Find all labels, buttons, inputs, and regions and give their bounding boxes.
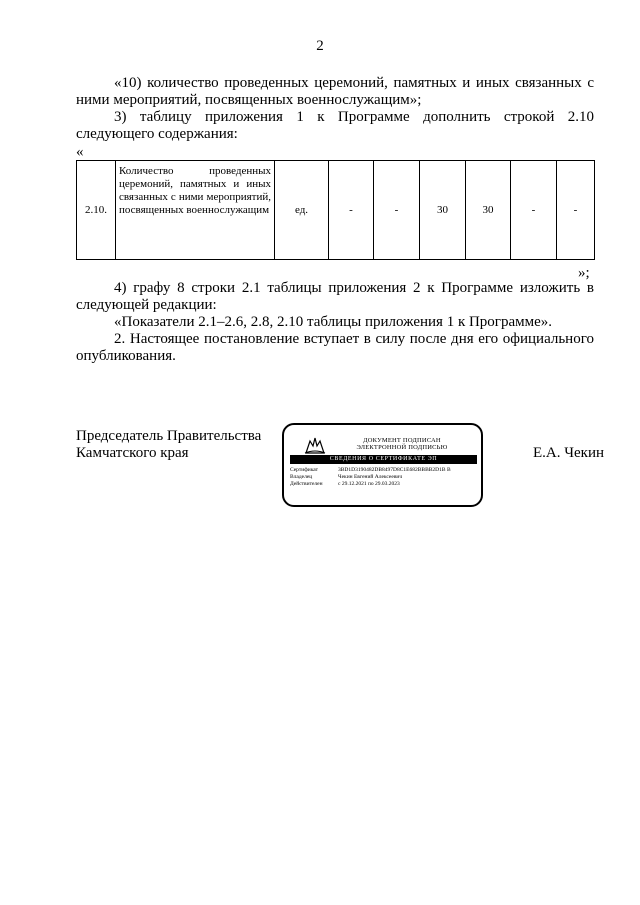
appendix-table-row (76, 160, 595, 260)
coat-of-arms-icon (304, 435, 326, 455)
signer-position-line1: Председатель Правительства (76, 428, 262, 444)
value-cell: 30 (466, 161, 511, 260)
value-cell: - (374, 161, 420, 260)
stamp-value: Чекин Евгений Алексеевич (338, 474, 403, 480)
stamp-details (290, 467, 480, 488)
signer-position-line2: Камчатского края (76, 445, 189, 461)
page-number: 2 (316, 38, 324, 54)
stamp-value: с 29.12.2021 по 29.03.2023 (338, 481, 400, 487)
stamp-key: Сертификат (290, 467, 318, 473)
unit-cell: ед. (275, 161, 329, 260)
stamp-row-certificate (290, 467, 480, 474)
stamp-key: Владелец (290, 474, 313, 480)
value-cell: - (329, 161, 374, 260)
paragraph-item-3: 3) таблицу приложения 1 к Программе дополнить строкой 2.10 следующего содержания: (76, 109, 594, 142)
stamp-row-owner (290, 474, 480, 481)
indicator-name: Количество проведенных церемоний, памятных и иных связанных с ними мероприятий, посвященных военнослужащим (116, 161, 275, 260)
quote-close: »; (578, 265, 590, 281)
value-cell: - (557, 161, 595, 260)
paragraph-item-4-text: «Показатели 2.1–2.6, 2.8, 2.10 таблицы приложения 1 к Программе». (114, 314, 553, 330)
stamp-row-validity (290, 481, 480, 488)
stamp-value: 3BD1D3190482DB8497D8C1E682BBBB2D1B B (338, 467, 451, 473)
stamp-title (332, 437, 472, 451)
row-number: 2.10. (77, 161, 116, 260)
electronic-signature-stamp (282, 423, 483, 507)
quote-open: « (76, 144, 84, 160)
value-cell: 30 (420, 161, 466, 260)
paragraph-item-10: «10) количество проведенных церемоний, памятных и иных связанных с ними мероприятий, посвященных военнослужащим»; (76, 75, 594, 108)
stamp-title-line1: ДОКУМЕНТ ПОДПИСАН (363, 437, 441, 444)
stamp-title-line2: ЭЛЕКТРОННОЙ ПОДПИСЬЮ (356, 444, 448, 451)
value-cell: - (511, 161, 557, 260)
stamp-header-bar: СВЕДЕНИЯ О СЕРТИФИКАТЕ ЭП (290, 455, 477, 464)
table-row (77, 161, 595, 260)
paragraph-item-4: 4) графу 8 строки 2.1 таблицы приложения 2 к Программе изложить в следующей редакции: (76, 280, 594, 313)
body-text-bottom (76, 280, 594, 365)
signer-name: Е.А. Чекин (533, 445, 604, 461)
stamp-key: Действителен (290, 481, 323, 487)
signer-position (76, 428, 261, 462)
body-text-top (76, 75, 594, 143)
paragraph-2: 2. Настоящее постановление вступает в силу после дня его официального опубликования. (76, 331, 594, 364)
